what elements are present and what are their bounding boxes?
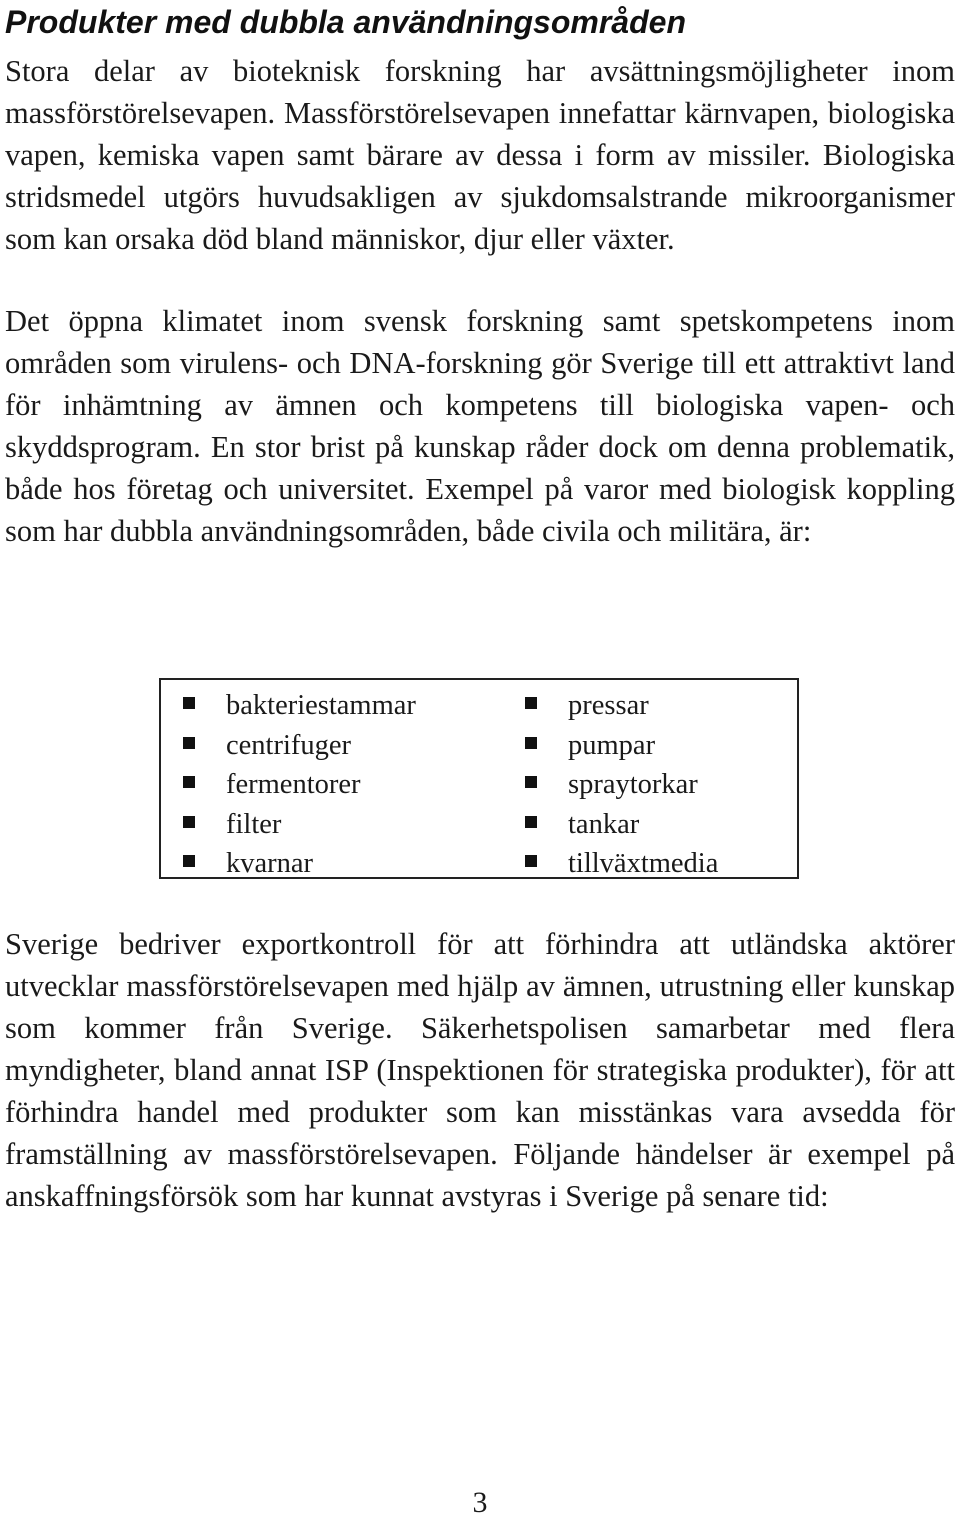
- list-item: [523, 805, 718, 845]
- list-item: [523, 844, 718, 884]
- section-heading: Produkter med dubbla användningsområden: [5, 4, 686, 40]
- square-bullet-icon: [525, 816, 537, 828]
- square-bullet-icon: [525, 697, 537, 709]
- list-item-label: centrifuger: [226, 729, 352, 761]
- list-item-label: pressar: [568, 690, 649, 721]
- square-bullet-icon: [525, 855, 537, 867]
- list-item: [523, 726, 718, 766]
- list-item-label: spraytorkar: [568, 769, 698, 800]
- items-list-left: [181, 686, 416, 884]
- list-item-label: filter: [226, 808, 282, 840]
- list-item: [181, 805, 416, 845]
- paragraph-export-control: Sverige bedriver exportkontroll för att förhindra att utländska aktörer utvecklar massförstörelsevapen med hjälp av ämnen, utrustning eller kunskap som kommer från Sverige. Säkerhetspolisen samarbetar med flera myndigheter, bland annat ISP (Inspektionen för strategiska produkter), för att förhindra handel med produkter som kan misstänkas vara avsedda för framställning av massförstörelsevapen. Följande händelser är exempel på anskaffningsförsök som har kunnat avstyras i Sverige på senare tid:: [5, 927, 955, 1213]
- square-bullet-icon: [525, 737, 537, 749]
- page-number: 3: [472, 1486, 488, 1519]
- list-item-label: tillväxtmedia: [568, 848, 719, 879]
- list-item: [181, 844, 416, 884]
- list-item-label: tankar: [568, 808, 640, 840]
- square-bullet-icon: [183, 776, 195, 788]
- square-bullet-icon: [525, 776, 537, 788]
- list-item: [523, 765, 718, 805]
- paragraph-climate: Det öppna klimatet inom svensk forskning samt spetskompetens inom områden som virulens- och DNA-forskning gör Sverige till ett attraktivt land för inhämtning av ämnen och kompetens till biologiska vapen- och skyddsprogram. En stor brist på kunskap råder dock om denna problematik, både hos företag och universitet. Exempel på varor med biologisk koppling som har dubbla användningsområden, både civila och militära, är:: [5, 304, 955, 548]
- list-item: [181, 765, 416, 805]
- square-bullet-icon: [183, 737, 195, 749]
- list-item: [181, 726, 416, 766]
- list-item-label: pumpar: [568, 729, 656, 761]
- list-item: [181, 686, 416, 726]
- list-item: [523, 686, 718, 726]
- dual-use-items-box: [159, 678, 799, 879]
- list-item-label: bakteriestammar: [226, 690, 416, 721]
- list-item-label: kvarnar: [226, 848, 314, 879]
- document-page: [5, 0, 955, 1213]
- square-bullet-icon: [183, 855, 195, 867]
- square-bullet-icon: [183, 697, 195, 709]
- list-item-label: fermentorer: [226, 769, 361, 800]
- paragraph-intro: Stora delar av bioteknisk forskning har avsättningsmöjligheter inom massförstörelsevapen. Massförstörelsevapen innefattar kärnvapen, biologiska vapen, kemiska vapen samt bärare av dessa i form av missiler. Biologiska stridsmedel utgörs huvudsakligen av sjukdomsalstrande mikroorganismer som kan orsaka död bland människor, djur eller växter.: [5, 54, 955, 256]
- items-list-right: [523, 686, 718, 884]
- square-bullet-icon: [183, 816, 195, 828]
